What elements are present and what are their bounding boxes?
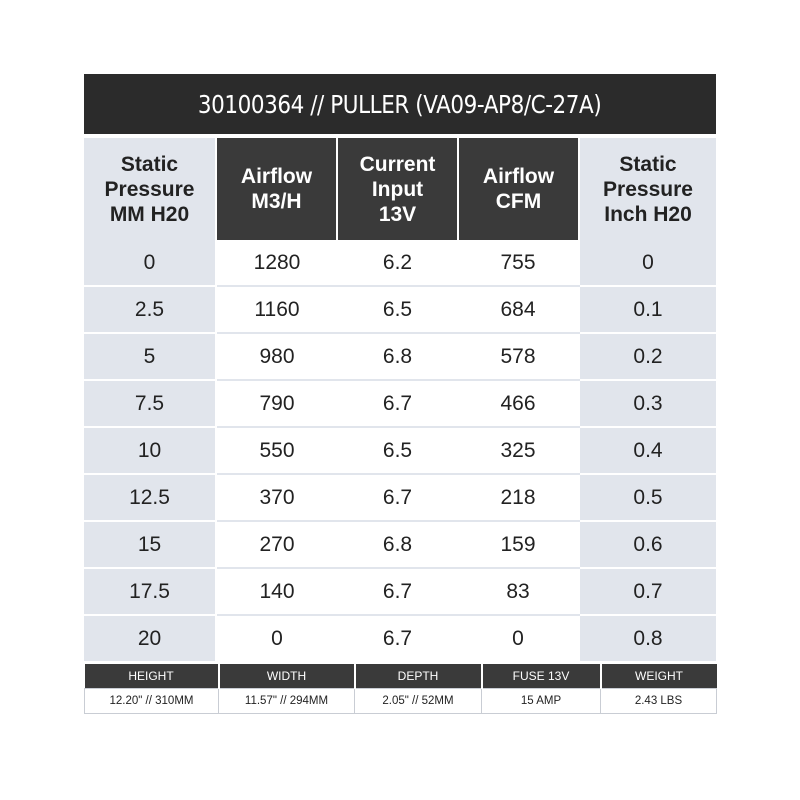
spec-value-depth: 2.05" // 52MM (355, 689, 482, 714)
cell-static-inch: 0.1 (579, 286, 716, 333)
cell-airflow-m3h: 270 (216, 521, 337, 568)
cell-airflow-m3h: 140 (216, 568, 337, 615)
spec-label-weight: WEIGHT (601, 664, 717, 689)
cell-current: 6.2 (337, 240, 458, 286)
table-row (84, 521, 716, 568)
cell-static-mm: 17.5 (84, 568, 216, 615)
table-row (84, 286, 716, 333)
cell-static-inch: 0.7 (579, 568, 716, 615)
cell-static-inch: 0.6 (579, 521, 716, 568)
cell-static-inch: 0 (579, 240, 716, 286)
spec-value-height: 12.20" // 310MM (85, 689, 219, 714)
cell-current: 6.5 (337, 286, 458, 333)
cell-airflow-m3h: 0 (216, 615, 337, 661)
cell-airflow-cfm: 466 (458, 380, 579, 427)
header-airflow-m3h: Airflow M3/H (216, 138, 337, 240)
header-current-input: Current Input 13V (337, 138, 458, 240)
table-row (84, 380, 716, 427)
cell-airflow-cfm: 83 (458, 568, 579, 615)
table-row (84, 427, 716, 474)
cell-airflow-m3h: 790 (216, 380, 337, 427)
spec-label-height: HEIGHT (85, 664, 219, 689)
cell-current: 6.7 (337, 615, 458, 661)
cell-airflow-m3h: 550 (216, 427, 337, 474)
cell-current: 6.7 (337, 568, 458, 615)
cell-airflow-m3h: 1160 (216, 286, 337, 333)
cell-airflow-m3h: 1280 (216, 240, 337, 286)
cell-airflow-cfm: 159 (458, 521, 579, 568)
performance-header-row (84, 138, 716, 240)
cell-current: 6.8 (337, 521, 458, 568)
header-airflow-cfm: Airflow CFM (458, 138, 579, 240)
cell-static-inch: 0.8 (579, 615, 716, 661)
cell-static-mm: 7.5 (84, 380, 216, 427)
cell-airflow-m3h: 980 (216, 333, 337, 380)
cell-static-inch: 0.3 (579, 380, 716, 427)
cell-static-inch: 0.2 (579, 333, 716, 380)
cell-static-mm: 10 (84, 427, 216, 474)
table-row (84, 474, 716, 521)
cell-static-mm: 15 (84, 521, 216, 568)
cell-airflow-cfm: 578 (458, 333, 579, 380)
cell-static-inch: 0.5 (579, 474, 716, 521)
cell-current: 6.7 (337, 474, 458, 521)
cell-static-mm: 20 (84, 615, 216, 661)
spec-value-width: 11.57" // 294MM (219, 689, 355, 714)
table-row (84, 240, 716, 286)
cell-current: 6.7 (337, 380, 458, 427)
specs-table (84, 664, 717, 714)
cell-static-mm: 2.5 (84, 286, 216, 333)
specs-value-row (85, 689, 717, 714)
cell-airflow-cfm: 684 (458, 286, 579, 333)
product-title-bar (84, 74, 716, 134)
specs-label-row (85, 664, 717, 689)
cell-airflow-cfm: 755 (458, 240, 579, 286)
cell-static-mm: 0 (84, 240, 216, 286)
table-row (84, 615, 716, 661)
spec-label-depth: DEPTH (355, 664, 482, 689)
spec-label-width: WIDTH (219, 664, 355, 689)
header-static-pressure-mm: Static Pressure MM H20 (84, 138, 216, 240)
spec-label-fuse: FUSE 13V (482, 664, 601, 689)
spec-value-fuse: 15 AMP (482, 689, 601, 714)
table-row (84, 333, 716, 380)
performance-table (84, 138, 716, 661)
header-static-pressure-inch: Static Pressure Inch H20 (579, 138, 716, 240)
spec-value-weight: 2.43 LBS (601, 689, 717, 714)
cell-airflow-cfm: 325 (458, 427, 579, 474)
table-row (84, 568, 716, 615)
cell-current: 6.5 (337, 427, 458, 474)
cell-current: 6.8 (337, 333, 458, 380)
product-title: 30100364 // PULLER (VA09-AP8/C-27A) (198, 89, 602, 119)
cell-static-inch: 0.4 (579, 427, 716, 474)
cell-static-mm: 12.5 (84, 474, 216, 521)
cell-airflow-cfm: 0 (458, 615, 579, 661)
cell-airflow-m3h: 370 (216, 474, 337, 521)
cell-airflow-cfm: 218 (458, 474, 579, 521)
cell-static-mm: 5 (84, 333, 216, 380)
fan-spec-card (84, 74, 716, 714)
